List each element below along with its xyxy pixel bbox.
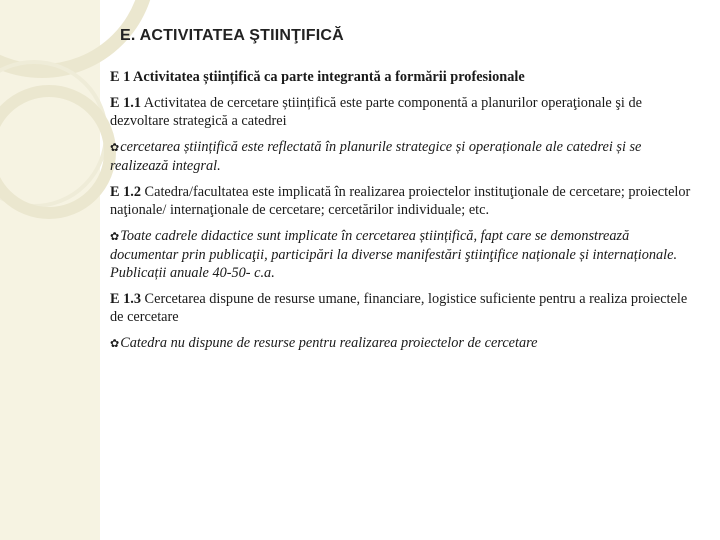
section-e13-paragraph xyxy=(110,290,692,326)
section-e11-answer: cercetarea științifică este reflectată în planurile strategice și operaționale ale catedrei și se realizează integral xyxy=(110,139,642,174)
section-e13-answer: Catedra nu dispune de resurse pentru realizarea proiectelor de cercetare xyxy=(120,335,538,351)
flower-bullet-icon: ✿ xyxy=(110,338,120,350)
slide-content xyxy=(110,68,692,361)
section-e13-text: Cercetarea dispune de resurse umane, financiare, logistice suficiente pentru a realiza proiectele de cercetare xyxy=(110,291,688,325)
section-e12-text: Catedra/facultatea este implicată în realizarea proiectelor instituţionale de cercetare; proiectelor naţionale/ internaţionale de cercetare; cercetărilor individuale; etc. xyxy=(110,184,691,218)
flower-bullet-icon: ✿ xyxy=(110,231,120,243)
section-e12-paragraph xyxy=(110,183,692,219)
flower-bullet-icon: ✿ xyxy=(110,142,120,154)
slide-title: E. ACTIVITATEA ŞTIINŢIFICĂ xyxy=(120,27,344,44)
section-e12-answer-bullet xyxy=(110,227,692,282)
section-e12-answer: Toate cadrele didactice sunt implicate în cercetarea științifică, fapt care se demonstrează documentar prin publicaţii, participări la diverse manifestări ştiinţifice naționale și internaționale. Publicații anuale 40-50- c.a. xyxy=(110,228,678,281)
section-e11-answer-bullet: ✿cercetarea științifică este reflectată în planurile strategice și operaționale ale catedrei și se realizează integral. xyxy=(110,139,642,174)
section-e12-code: E 1.2 xyxy=(110,184,141,200)
section-e11-text: Activitatea de cercetare științifică este parte componentă a planurilor operaţionale şi de dezvoltare strategică a catedrei xyxy=(110,95,642,129)
section-e13-code: E 1.3 xyxy=(110,291,141,307)
section-e11-code: E 1.1 xyxy=(110,95,141,111)
section-e1-heading: E 1 Activitatea științifică ca parte integrantă a formării profesionale xyxy=(110,69,525,85)
section-e13-answer-bullet xyxy=(110,334,692,353)
section-e11-paragraph xyxy=(110,94,692,130)
